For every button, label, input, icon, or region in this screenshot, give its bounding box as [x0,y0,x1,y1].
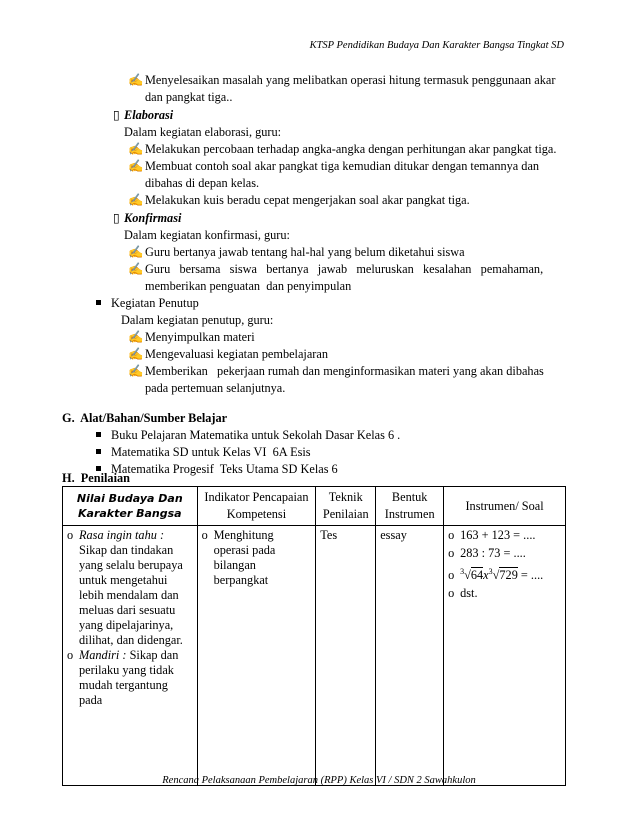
nilai-text-1: Sikap dan tindakan yang selalu berupaya untuk mengetahui lebih mendalam dan meluas dari sesuatu yang dipelajarinya, dilihat, dan didengar. [79,543,183,647]
soal-1: 163 + 123 = .... [460,528,536,542]
page-header: KTSP Pendidikan Budaya Dan Karakter Bangsa Tingkat SD [309,40,564,51]
list-item [67,648,193,708]
penilaian-table [62,486,566,786]
math-radicand-b: 729 [499,568,518,583]
math-radicand-a: 64 [470,568,484,583]
soal-3-math: $^3√64x^3√729$ = .... [460,567,544,583]
konfirmasi-item-1: Guru bertanya jawab tentang hal-hal yang belum diketahui siswa [145,245,465,259]
konfirmasi-item-2: Guru bersama siswa bertanya jawab meluruskan kesalahan pemahaman, [145,262,544,276]
square-bullet-icon [96,449,101,454]
circle-bullet-icon: o [448,528,455,542]
header-instrumen: Instrumen/ Soal [444,487,566,526]
square-bullet-icon [96,432,101,437]
section-h-title: H. Penilaian [62,471,130,485]
list-item [448,586,561,601]
arrow-bullet-icon: ✍ [128,364,144,378]
section-g-item-1: Buku Pelajaran Matematika untuk Sekolah Dasar Kelas 6 . [111,428,401,442]
header-nilai: Nilai Budaya Dan Karakter Bangsa [63,487,198,526]
cell-nilai [63,526,198,786]
table-row [63,526,566,786]
top-item-line2: dan pangkat tiga.. [145,90,233,104]
indikator-text: Menghitung operasi pada bilangan berpangkat [213,528,276,587]
elaborasi-item-3: Melakukan kuis beradu cepat mengerjakan soal akar pangkat tiga. [145,193,470,207]
penutup-item-3: Memberikan pekerjaan rumah dan menginformasikan materi yang akan dibahas [145,364,544,378]
penutup-item-2: Mengevaluasi kegiatan pembelajaran [145,347,329,361]
table-header-row [63,487,566,526]
list-item [448,546,561,561]
nilai-text-2: Sikap dan perilaku yang tidak mudah tergantung pada [79,648,179,707]
section-g-item-3: Matematika Progesif Teks Utama SD Kelas 6 [111,462,338,476]
circle-bullet-icon: o [448,546,455,560]
cell-teknik: Tes [316,526,376,786]
arrow-bullet-icon: ✍ [128,330,144,344]
soal-3: = .... [520,568,544,583]
arrow-bullet-icon: ✍ [128,245,144,259]
circle-bullet-icon: o [448,586,455,601]
circle-bullet-icon: o [67,528,74,542]
top-item-line1: Menyelesaikan masalah yang melibatkan operasi hitung termasuk penggunaan akar [145,73,556,87]
cell-bentuk: essay [376,526,444,786]
checkbox-icon: ▯ [113,108,120,122]
arrow-bullet-icon: ✍ [128,193,144,207]
circle-bullet-icon: o [201,528,208,542]
cell-soal [444,526,566,786]
elaborasi-intro: Dalam kegiatan elaborasi, guru: [124,125,282,139]
arrow-bullet-icon: ✍ [128,73,144,87]
penutup-item-3-cont: pada pertemuan selanjutnya. [145,381,286,395]
konfirmasi-title: Konfirmasi [124,211,182,225]
elaborasi-title: Elaborasi [124,108,174,122]
penutup-title: Kegiatan Penutup [111,296,199,310]
section-g-title: G. Alat/Bahan/Sumber Belajar [62,411,228,425]
math-times: x [483,568,489,583]
elaborasi-item-2-cont: dibahas di depan kelas. [145,176,260,190]
nilai-label-2: Mandiri : [79,648,127,662]
penutup-item-1: Menyimpulkan materi [145,330,255,344]
header-indikator: Indikator Pencapaian Kompetensi [197,487,316,526]
checkbox-icon: ▯ [113,211,120,225]
list-item [448,564,561,583]
square-bullet-icon [96,300,101,305]
elaborasi-item-2: Membuat contoh soal akar pangkat tiga kemudian ditukar dengan temannya dan [145,159,540,173]
penutup-intro: Dalam kegiatan penutup, guru: [121,313,274,327]
arrow-bullet-icon: ✍ [128,262,144,276]
konfirmasi-intro: Dalam kegiatan konfirmasi, guru: [124,228,290,242]
cell-indikator [197,526,316,786]
arrow-bullet-icon: ✍ [128,347,144,361]
soal-4: dst. [460,586,478,601]
header-bentuk: Bentuk Instrumen [376,487,444,526]
list-item [67,528,193,648]
arrow-bullet-icon: ✍ [128,142,144,156]
arrow-bullet-icon: ✍ [128,159,144,173]
konfirmasi-item-2-cont: memberikan penguatan dan penyimpulan [145,279,352,293]
circle-bullet-icon: o [67,648,74,662]
soal-2: 283 : 73 = .... [460,546,526,560]
nilai-label-1: Rasa ingin tahu : [79,528,165,542]
elaborasi-item-1: Melakukan percobaan terhadap angka-angka dengan perhitungan akar pangkat tiga. [145,142,557,156]
header-teknik: Teknik Penilaian [316,487,376,526]
circle-bullet-icon: o [448,568,455,582]
list-item [202,528,312,588]
list-item [448,528,561,543]
page-footer: Rencana Pelaksanaan Pembelajaran (RPP) Kelas VI / SDN 2 Sawahkulon [162,775,476,786]
section-g-item-2: Matematika SD untuk Kelas VI 6A Esis [111,445,311,459]
